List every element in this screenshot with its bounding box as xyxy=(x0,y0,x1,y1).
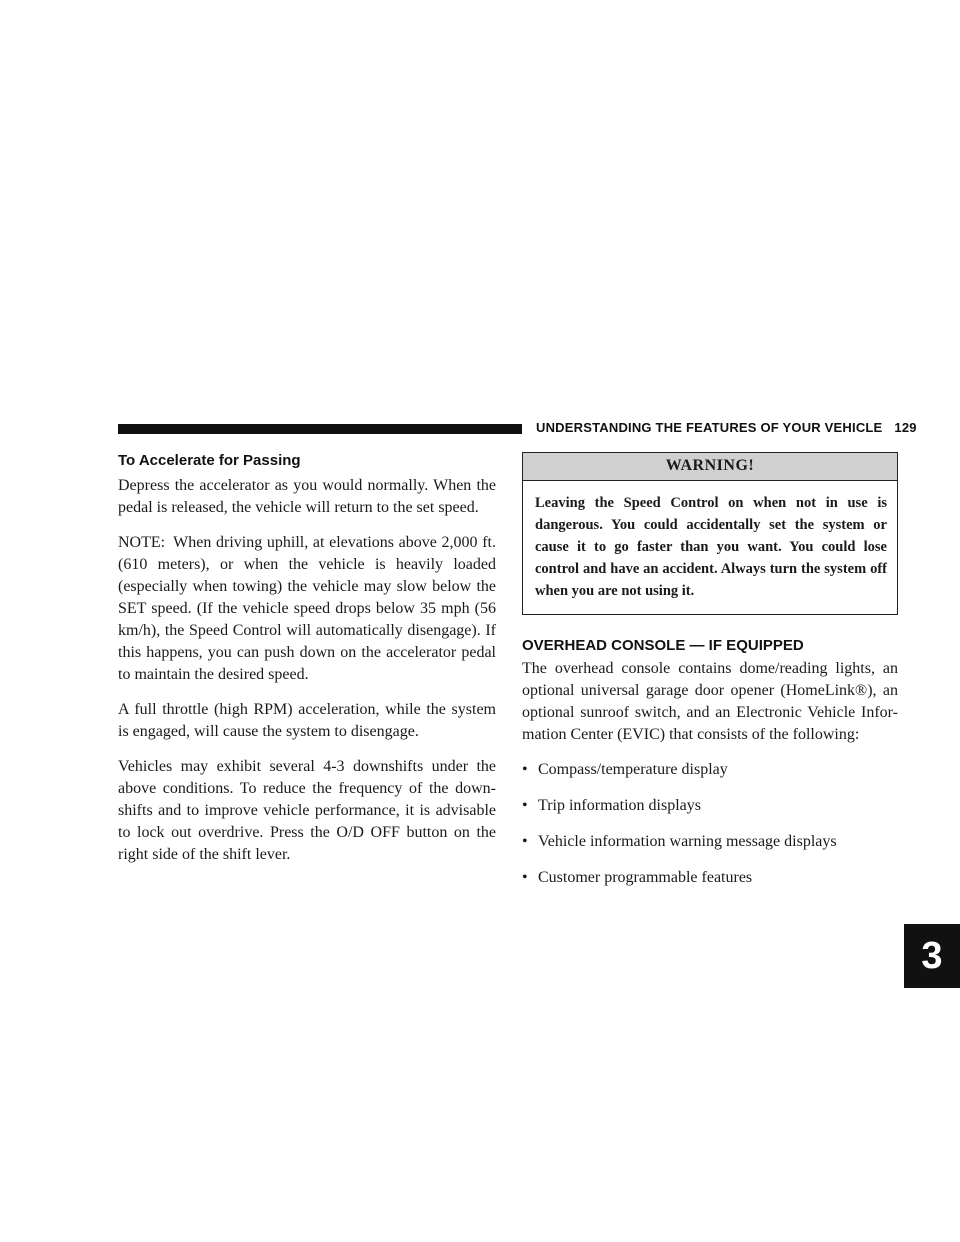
note-label: NOTE: xyxy=(118,534,166,551)
paragraph: The overhead console contains dome/reading lights, an optional universal garage door opener (HomeLink®), an optional sunroof switch, and an Electronic Vehicle Infor-mation Center (EVIC) that consists of the following: xyxy=(522,660,898,743)
paragraph: Depress the accelerator as you would normally. When the pedal is released, the vehicle will return to the set speed. xyxy=(118,477,496,516)
list-item xyxy=(522,759,898,781)
bullet-icon: • xyxy=(522,797,528,814)
overhead-console-heading: OVERHEAD CONSOLE — IF EQUIPPED xyxy=(522,637,804,654)
note-paragraph xyxy=(118,532,496,686)
page-number: 129 xyxy=(894,420,917,435)
bullet-icon: • xyxy=(522,833,528,850)
warning-title: WARNING! xyxy=(523,453,897,481)
chapter-tab: 3 xyxy=(904,924,960,988)
list-item-text: Compass/temperature display xyxy=(538,761,728,778)
feature-list xyxy=(522,759,898,889)
list-item-text: Customer programmable features xyxy=(538,869,753,886)
paragraph: A full throttle (high RPM) acceleration, while the system is engaged, will cause the system to disengage. xyxy=(118,701,496,740)
warning-box xyxy=(522,452,898,615)
bullet-icon: • xyxy=(522,869,528,886)
list-item xyxy=(522,867,898,889)
running-header xyxy=(536,420,917,435)
bullet-icon: • xyxy=(522,761,528,778)
passing-heading: To Accelerate for Passing xyxy=(118,452,301,469)
list-item xyxy=(522,831,898,853)
note-text: When driving uphill, at elevations above 2,000 ft. (610 meters), or when the vehicle is heavily loaded (especially when towing) the vehicle may slow below the SET speed. (If the vehicle speed drops below 35 mph (56 km/h), the Speed Control will automatically disengage). If this happens, you can push down on the accelerator pedal to maintain the desired speed. xyxy=(118,534,496,683)
paragraph: Vehicles may exhibit several 4-3 downshifts under the above conditions. To reduce the frequency of the down-shifts and to improve vehicle performance, it is advisable to lock out overdrive. Press the O/D OFF button on the right side of the shift lever. xyxy=(118,758,496,863)
list-item xyxy=(522,795,898,817)
list-item-text: Vehicle information warning message displays xyxy=(538,833,837,850)
header-rule xyxy=(118,424,522,434)
header-title: UNDERSTANDING THE FEATURES OF YOUR VEHICLE xyxy=(536,420,883,435)
warning-text: Leaving the Speed Control on when not in use is dangerous. You could accidentally set the system or cause it to go faster than you want. You could lose control and have an accident. Always turn the system off when you are not using it. xyxy=(535,495,887,599)
left-column xyxy=(118,452,496,879)
list-item-text: Trip information displays xyxy=(538,797,701,814)
right-column xyxy=(522,452,898,903)
